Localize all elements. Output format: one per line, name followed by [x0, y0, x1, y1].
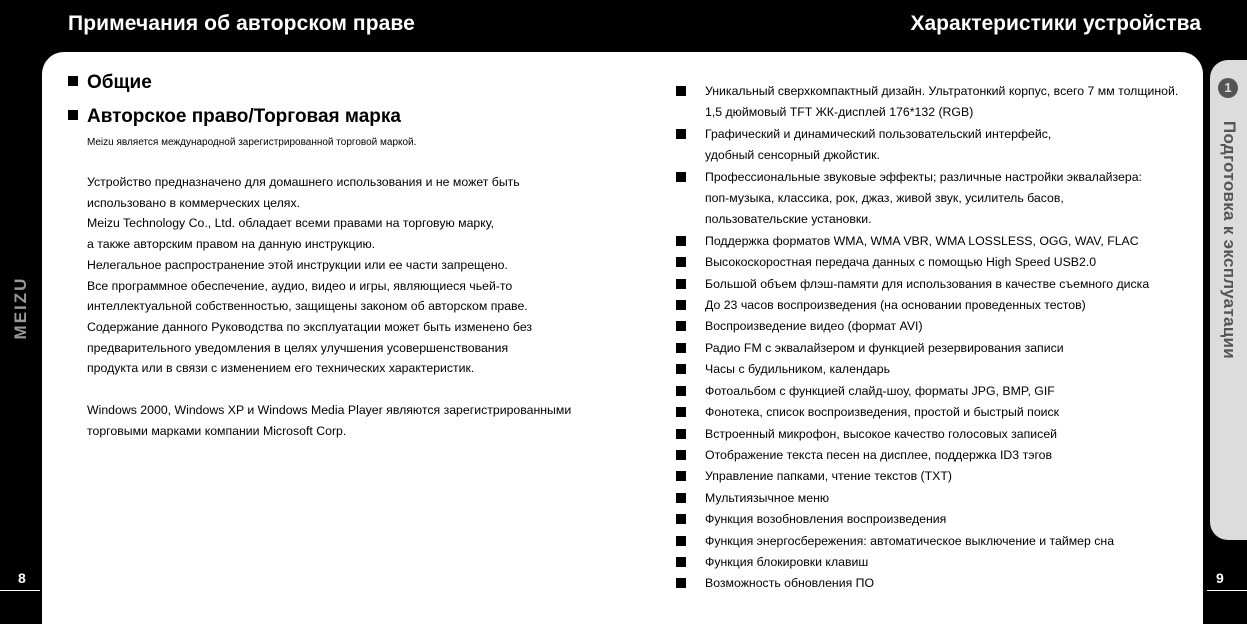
feature-item	[676, 274, 1196, 295]
square-bullet-icon	[676, 279, 686, 289]
chapter-tab-label: Подготовка к эксплуатации	[1220, 120, 1239, 360]
feature-item	[676, 167, 1196, 231]
feature-item	[676, 466, 1196, 487]
feature-line: Фотоальбом с функцией слайд-шоу, форматы JPG, BMP, GIF	[705, 383, 1055, 398]
feature-item	[676, 531, 1196, 552]
paragraph-line: использовано в коммерческих целях.	[87, 195, 301, 210]
feature-item	[676, 338, 1196, 359]
feature-line: поп-музыка, классика, рок, джаз, живой звук, усилитель басов,	[705, 191, 1064, 206]
feature-line: Уникальный сверхкомпактный дизайн. Ультратонкий корпус, всего 7 мм толщиной.	[705, 84, 1179, 98]
feature-list	[676, 81, 1196, 595]
feature-line: Возможность обновления ПО	[705, 576, 875, 591]
square-bullet-icon	[676, 300, 686, 310]
square-bullet-icon	[676, 129, 686, 139]
right-page-number: 9	[1216, 570, 1224, 586]
paragraph-line: Содержание данного Руководства по эксплуатации может быть изменено без	[87, 319, 533, 334]
paragraph-line: Все программное обеспечение, аудио, видео и игры, являющиеся чьей-то	[87, 278, 513, 293]
copyright-paragraph	[87, 172, 627, 379]
square-bullet-icon	[676, 386, 686, 396]
paragraph-line: продукта или в связи с изменением его технических характеристик.	[87, 361, 475, 376]
feature-item	[676, 252, 1196, 273]
right-page-title: Характеристики устройства	[910, 12, 1201, 35]
feature-item	[676, 402, 1196, 423]
trademark-note: Meizu является международной зарегистрированной торговой маркой.	[87, 137, 417, 148]
paragraph-line: Устройство предназначено для домашнего использования и не может быть	[87, 175, 520, 189]
square-bullet-icon	[68, 76, 78, 86]
feature-line: удобный сенсорный джойстик.	[705, 148, 880, 163]
feature-line: Профессиональные звуковые эффекты; различные настройки эквалайзера:	[705, 169, 1142, 184]
feature-line: Радио FM с эквалайзером и функцией резервирования записи	[705, 340, 1064, 355]
feature-item	[676, 552, 1196, 573]
square-bullet-icon	[676, 407, 686, 417]
square-bullet-icon	[676, 236, 686, 246]
square-bullet-icon	[676, 257, 686, 267]
square-bullet-icon	[676, 86, 686, 96]
feature-item	[676, 445, 1196, 466]
left-page-title: Примечания об авторском праве	[68, 12, 415, 35]
paragraph-line: Meizu Technology Co., Ltd. обладает всеми правами на торговую марку,	[87, 216, 495, 231]
feature-item	[676, 316, 1196, 337]
square-bullet-icon	[676, 321, 686, 331]
feature-line: Отображение текста песен на дисплее, поддержка ID3 тэгов	[705, 447, 1053, 462]
feature-line: Управление папками, чтение текстов (TXT)	[705, 469, 952, 484]
square-bullet-icon	[676, 514, 686, 524]
paragraph-line: Нелегальное распространение этой инструкции или ее части запрещено.	[87, 257, 508, 272]
paragraph-line: а также авторским правом на данную инструкцию.	[87, 237, 376, 252]
feature-line: Функция возобновления воспроизведения	[705, 512, 947, 527]
square-bullet-icon	[68, 110, 78, 120]
square-bullet-icon	[676, 536, 686, 546]
square-bullet-icon	[676, 450, 686, 460]
square-bullet-icon	[676, 493, 686, 503]
paragraph-line: предварительного уведомления в целях улучшения усовершенствования	[87, 340, 509, 355]
feature-line: Фонотека, список воспроизведения, простой и быстрый поиск	[705, 405, 1060, 420]
feature-item	[676, 381, 1196, 402]
heading-general-text: Общие	[87, 72, 152, 93]
square-bullet-icon	[676, 578, 686, 588]
feature-item	[676, 509, 1196, 530]
feature-line: Функция блокировки клавиш	[705, 554, 869, 569]
heading-copyright	[68, 106, 401, 128]
heading-general	[68, 72, 152, 94]
feature-item	[676, 231, 1196, 252]
feature-line: Функция энергосбережения: автоматическое выключение и таймер сна	[705, 533, 1115, 548]
feature-item	[676, 424, 1196, 445]
heading-copyright-text: Авторское право/Торговая марка	[87, 106, 401, 127]
feature-item	[676, 295, 1196, 316]
feature-line: До 23 часов воспроизведения (на основании проведенных тестов)	[705, 298, 1086, 313]
square-bullet-icon	[676, 471, 686, 481]
feature-item	[676, 124, 1196, 167]
feature-line: Графический и динамический пользовательский интерфейс,	[705, 126, 1052, 141]
feature-line: Высокоскоростная передача данных с помощью High Speed USB2.0	[705, 255, 1097, 270]
windows-trademark-paragraph	[87, 400, 627, 441]
left-page-number: 8	[18, 570, 26, 586]
square-bullet-icon	[676, 343, 686, 353]
feature-line: пользовательские установки.	[705, 212, 872, 227]
square-bullet-icon	[676, 429, 686, 439]
left-page-number-rule	[0, 590, 40, 591]
feature-item	[676, 359, 1196, 380]
paragraph-line: Windows 2000, Windows XP и Windows Media Player являются зарегистрированными	[87, 403, 572, 417]
right-page-number-rule	[1207, 590, 1247, 591]
feature-line: 1,5 дюймовый TFT ЖК-дисплей 176*132 (RGB)	[705, 105, 974, 120]
feature-line: Встроенный микрофон, высокое качество голосовых записей	[705, 426, 1058, 441]
square-bullet-icon	[676, 172, 686, 182]
chapter-number-badge: 1	[1218, 78, 1238, 98]
paragraph-line: интеллектуальной собственностью, защищены законом об авторском праве.	[87, 299, 528, 314]
meizu-logo: MEIZU	[11, 276, 30, 340]
feature-line: Мультиязычное меню	[705, 490, 830, 505]
feature-line: Воспроизведение видео (формат AVI)	[705, 319, 923, 334]
feature-item	[676, 488, 1196, 509]
feature-line: Поддержка форматов WMA, WMA VBR, WMA LOSSLESS, OGG, WAV, FLAC	[705, 233, 1139, 248]
square-bullet-icon	[676, 557, 686, 567]
feature-item	[676, 81, 1196, 124]
square-bullet-icon	[676, 364, 686, 374]
paragraph-line: торговыми марками компании Microsoft Corp.	[87, 423, 347, 438]
feature-item	[676, 573, 1196, 594]
feature-line: Часы с будильником, календарь	[705, 362, 890, 377]
feature-line: Большой объем флэш-памяти для использования в качестве съемного диска	[705, 276, 1150, 291]
